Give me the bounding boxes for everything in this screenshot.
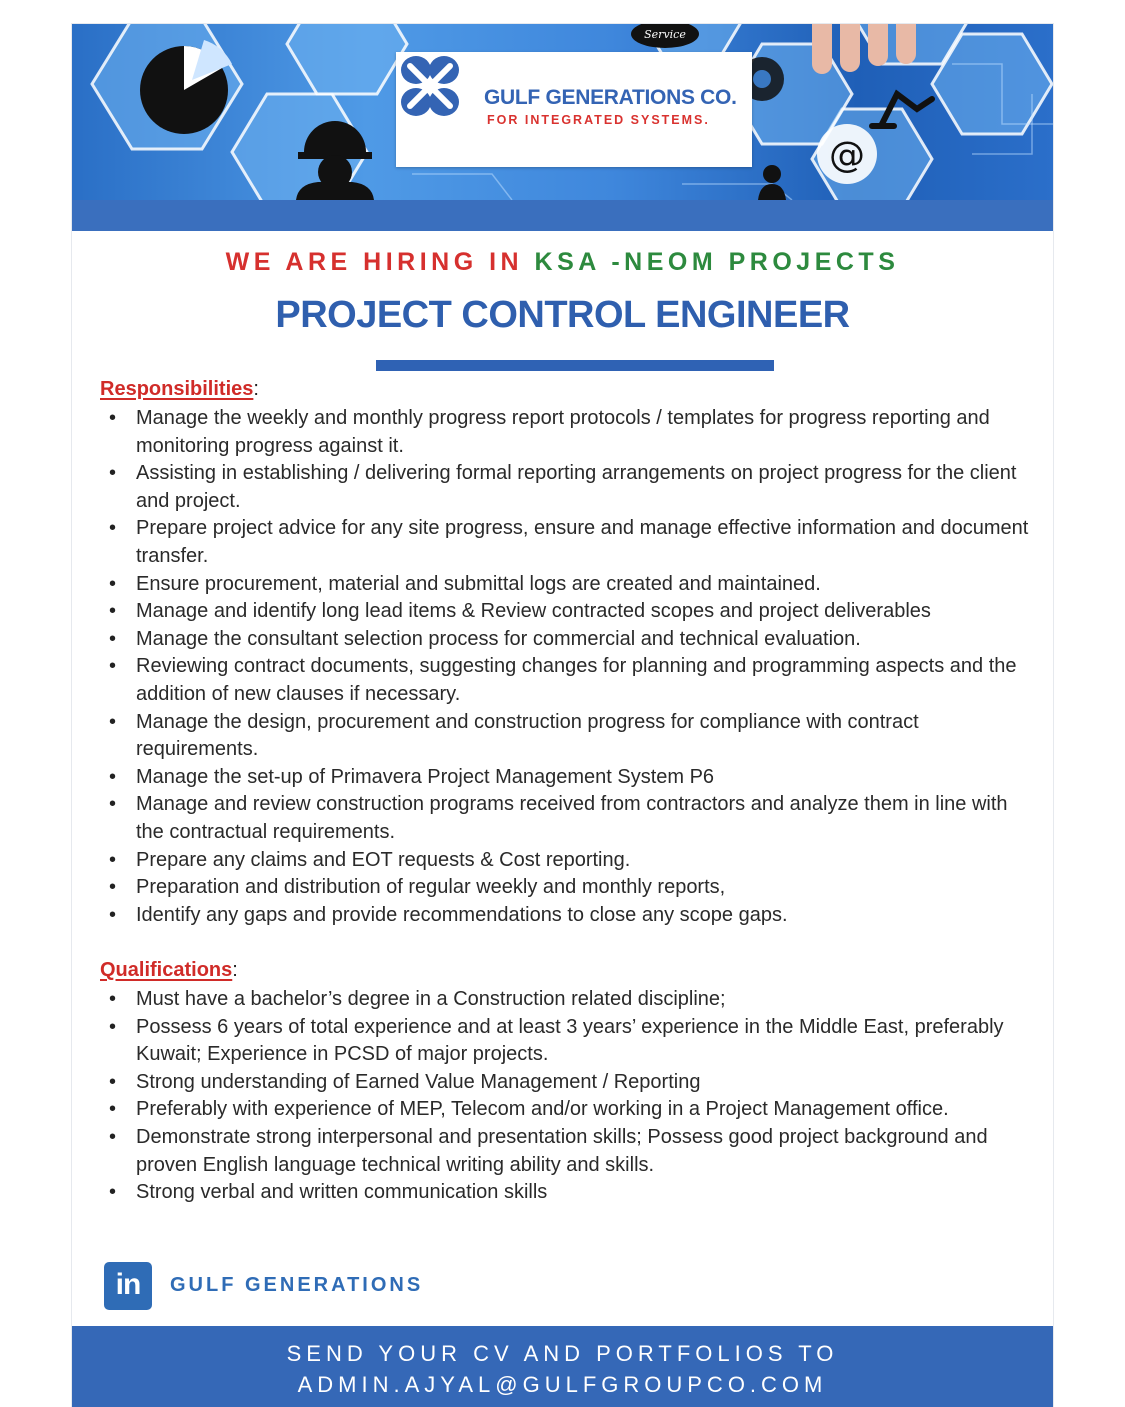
header-banner (72, 24, 1053, 200)
linkedin-page-name[interactable]: GULF GENERATIONS (170, 1274, 424, 1296)
responsibilities-item: • Identify any gaps and provide recommendations to close any scope gaps. (100, 902, 1030, 930)
contact-email-link[interactable]: ADMIN.AJYAL@GULFGROUPCO.COM (297, 1372, 828, 1397)
qualifications-list (100, 986, 1030, 1207)
hiring-location: KSA -NEOM PROJECTS (534, 248, 900, 276)
responsibilities-item: • Manage and identify long lead items & Review contracted scopes and project deliverables (100, 598, 1030, 626)
title-underline (376, 360, 774, 371)
linkedin-icon[interactable]: in (104, 1262, 152, 1310)
responsibilities-item: • Prepare project advice for any site progress, ensure and manage effective information and document transfer. (100, 515, 1030, 570)
qualifications-item: • Demonstrate strong interpersonal and presentation skills; Possess good project background and proven English language technical writing ability and skills. (100, 1124, 1030, 1179)
company-logo-mark-icon (396, 52, 464, 120)
responsibilities-item: • Manage and review construction programs received from contractors and analyze them in line with the contractual requirements. (100, 791, 1030, 846)
qualifications-item: • Strong verbal and written communication skills (100, 1179, 1030, 1207)
company-logo (396, 52, 752, 167)
responsibilities-item: • Preparation and distribution of regular weekly and monthly reports, (100, 874, 1030, 902)
responsibilities-heading: Responsibilities: (100, 378, 259, 400)
responsibilities-item: • Reviewing contract documents, suggesting changes for planning and programming aspects and the addition of new clauses if necessary. (100, 653, 1030, 708)
job-poster (72, 24, 1053, 1407)
company-name: GULF GENERATIONS CO. (484, 86, 737, 109)
qualifications-item: • Must have a bachelor’s degree in a Construction related discipline; (100, 986, 1030, 1014)
at-sign-icon (817, 124, 877, 184)
footer-cta-text: SEND YOUR CV AND PORTFOLIOS TO (286, 1341, 839, 1366)
qualifications-item: • Strong understanding of Earned Value Management / Reporting (100, 1069, 1030, 1097)
hiring-text: WE ARE HIRING IN (225, 248, 535, 276)
responsibilities-item: • Manage the design, procurement and construction progress for compliance with contract requirements. (100, 709, 1030, 764)
footer-contact-band (72, 1326, 1053, 1407)
hiring-announcement (72, 248, 1053, 277)
responsibilities-item: • Manage the consultant selection process for commercial and technical evaluation. (100, 626, 1030, 654)
responsibilities-item: • Manage the weekly and monthly progress report protocols / templates for progress reporting and monitoring progress against it. (100, 405, 1030, 460)
qualifications-heading: Qualifications: (100, 959, 238, 981)
qualifications-item: • Preferably with experience of MEP, Telecom and/or working in a Project Management office. (100, 1096, 1030, 1124)
qualifications-item: • Possess 6 years of total experience and at least 3 years’ experience in the Middle East, preferably Kuwait; Experience in PCSD of major projects. (100, 1014, 1030, 1069)
company-tagline: FOR INTEGRATED SYSTEMS. (487, 113, 710, 127)
job-title: PROJECT CONTROL ENGINEER (275, 294, 850, 336)
person-icon (758, 165, 786, 200)
svg-text:@: @ (829, 135, 865, 176)
responsibilities-item: • Prepare any claims and EOT requests & Cost reporting. (100, 847, 1030, 875)
banner-divider-strip (72, 200, 1053, 231)
responsibilities-item: • Ensure procurement, material and submittal logs are created and maintained. (100, 571, 1030, 599)
responsibilities-list (100, 405, 1030, 929)
responsibilities-item: • Assisting in establishing / delivering formal reporting arrangements on project progress for the client and project. (100, 460, 1030, 515)
responsibilities-item: • Manage the set-up of Primavera Project Management System P6 (100, 764, 1030, 792)
svg-text:Service: Service (644, 28, 686, 41)
